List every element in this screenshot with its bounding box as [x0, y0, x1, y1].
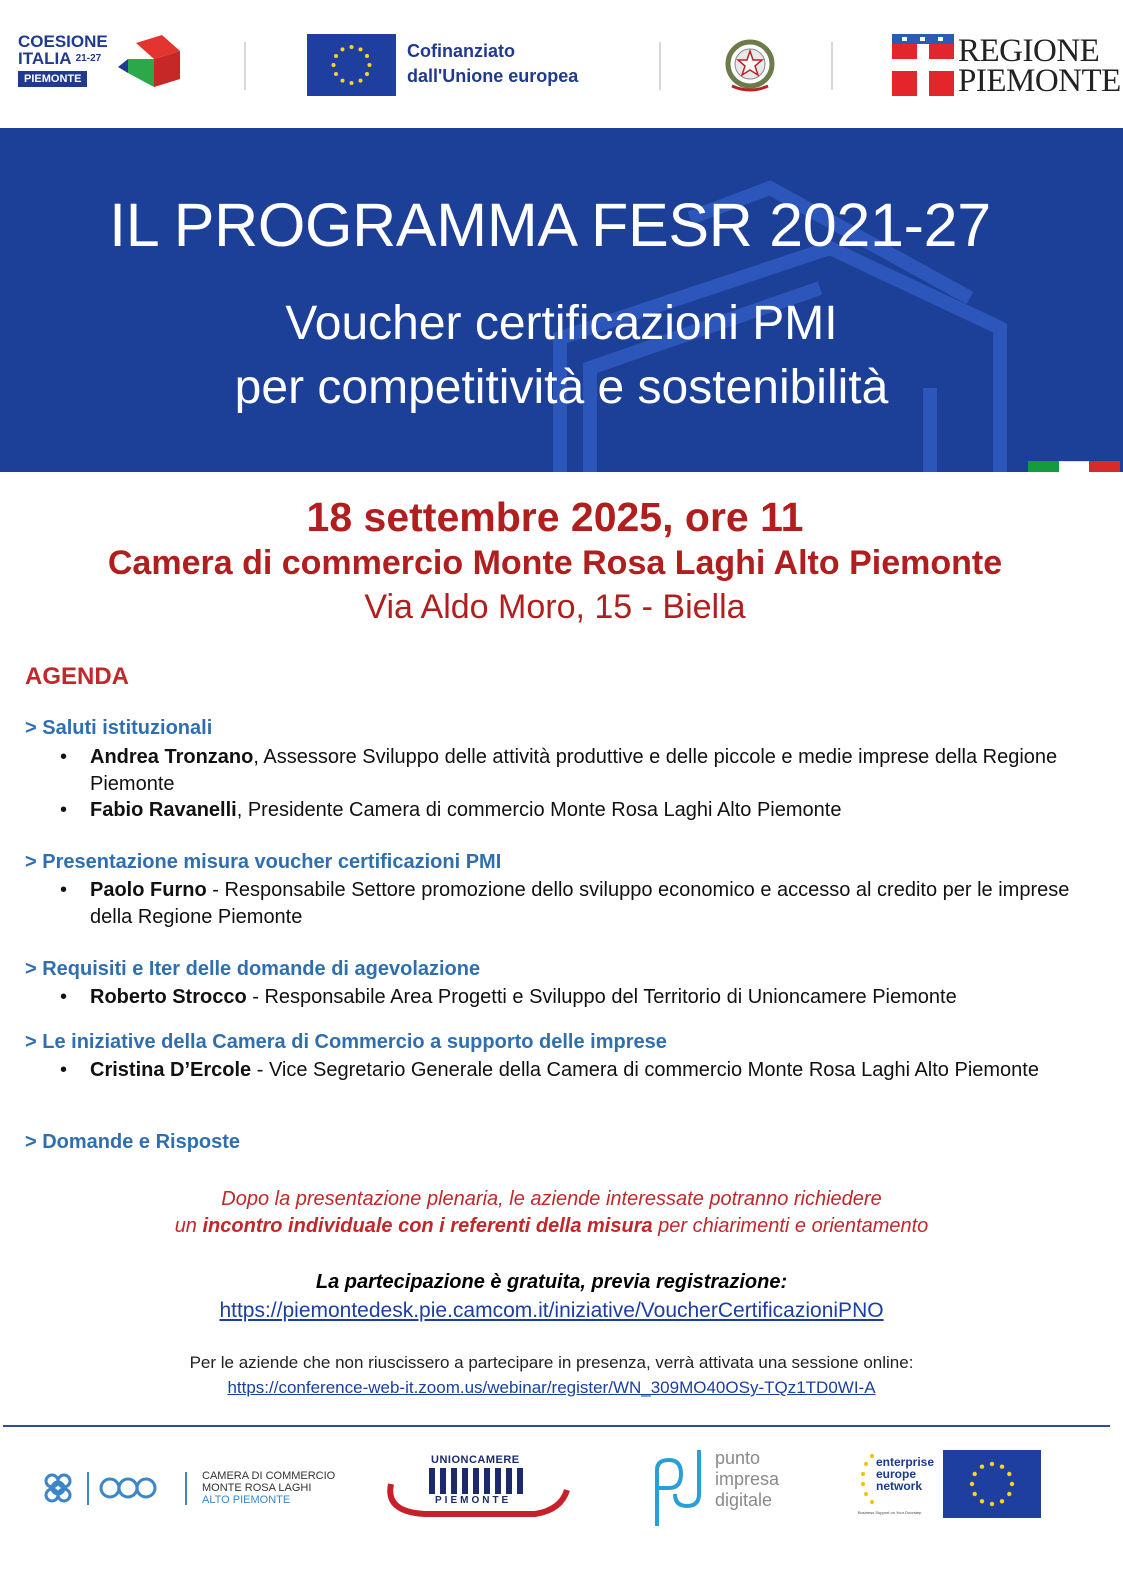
regione-piemonte-shield-icon: [892, 34, 954, 96]
eu-flag-footer-icon: [943, 1450, 1041, 1518]
unioncamere-bottom-label: PIEMONTE: [435, 1495, 512, 1506]
unioncamere-swoosh-icon: [385, 1476, 570, 1520]
individual-meeting-note: [0, 1186, 1103, 1240]
speaker-role: , Assessore Sviluppo delle attività produttive e delle piccole e medie imprese della Regione Piemonte: [90, 746, 1058, 795]
speaker-role: - Responsabile Area Progetti e Sviluppo del Territorio di Unioncamere Piemonte: [246, 986, 957, 1008]
flag-red: [1089, 461, 1120, 472]
bullet-icon: •: [60, 986, 68, 1008]
cofinanziato-line2: dall'Unione europea: [407, 66, 579, 86]
online-session-text: Per le aziende che non riuscissero a partecipare in presenza, verrà attivata una sessione online:: [189, 1353, 914, 1372]
pid-line3: digitale: [715, 1490, 773, 1510]
title-banner: [0, 128, 1123, 472]
agenda-speaker: [60, 984, 1100, 1011]
eu-flag-icon: [307, 34, 396, 96]
speaker-text: [90, 984, 1100, 1011]
speaker-name: Roberto Strocco: [90, 986, 247, 1008]
pid-symbol-icon: [651, 1448, 706, 1528]
camera-commercio-logo: [40, 1465, 340, 1515]
divider: [659, 42, 661, 90]
note-line2-pre: un: [174, 1215, 203, 1237]
banner-title: IL PROGRAMMA FESR 2021-27: [109, 191, 991, 259]
header-logos: [0, 0, 1123, 128]
agenda-section-title: > Presentazione misura voucher certificazioni PMI: [25, 851, 502, 873]
agenda-heading: AGENDA: [25, 663, 130, 690]
agenda-speaker: [60, 1057, 1080, 1084]
event-address: Via Aldo Moro, 15 - Biella: [364, 588, 746, 626]
regione-line2: PIEMONTE: [958, 63, 1121, 99]
regione-piemonte-text: [958, 33, 1121, 99]
unioncamere-logo: [385, 1450, 570, 1520]
speaker-name: Andrea Tronzano: [90, 746, 254, 768]
bullet-icon: •: [60, 746, 68, 768]
flag-green: [1028, 461, 1059, 472]
banner-subtitle: [0, 292, 1123, 420]
agenda-speaker: [60, 797, 1080, 824]
cofinanziato-text: [407, 39, 578, 89]
webinar-link[interactable]: https://conference-web-it.zoom.us/webinar/register/WN_309MO40OSy-TQz1TD0WI-A: [227, 1378, 876, 1397]
camera-line1: CAMERA DI COMMERCIO: [202, 1470, 336, 1482]
coesione-arrows-icon: [118, 33, 184, 95]
camera-knot-icon: [40, 1469, 190, 1509]
banner-subtitle-line2: per competitività e sostenibilità: [234, 361, 889, 414]
regione-line1: REGIONE: [958, 33, 1100, 69]
agenda-section-title: > Saluti istituzionali: [25, 717, 213, 739]
speaker-name: Fabio Ravanelli: [90, 799, 237, 821]
agenda-section-title: > Domande e Risposte: [25, 1131, 241, 1153]
camera-line2: MONTE ROSA LAGHI: [202, 1482, 312, 1494]
unioncamere-top-label: UNIONCAMERE: [431, 1454, 520, 1466]
piemonte-badge: PIEMONTE: [18, 71, 87, 87]
banner-subtitle-line1: Voucher certificazioni PMI: [285, 297, 838, 350]
note-line1: Dopo la presentazione plenaria, le aziende interessate potranno richiedere: [221, 1188, 882, 1210]
speaker-role: , Presidente Camera di commercio Monte Rosa Laghi Alto Piemonte: [236, 799, 842, 821]
een-stars-icon: [858, 1450, 878, 1510]
bullet-icon: •: [60, 1059, 68, 1081]
cofinanziato-line1: Cofinanziato: [407, 41, 515, 61]
pid-text: [715, 1448, 779, 1511]
italian-flag-strip: [1028, 461, 1120, 472]
agenda-section-title: > Le iniziative della Camera di Commercio a supporto delle imprese: [25, 1031, 667, 1053]
registration-text: La partecipazione è gratuita, previa registrazione:: [315, 1271, 788, 1293]
speaker-name: Paolo Furno: [90, 879, 207, 901]
een-tagline: Business Support on Your Doorstep: [858, 1510, 922, 1515]
speaker-text: [90, 797, 1080, 824]
agenda-section-title: > Requisiti e Iter delle domande di agevolazione: [25, 958, 481, 980]
een-text: [876, 1456, 934, 1492]
een-line3: network: [876, 1479, 923, 1493]
enterprise-europe-network-logo: [858, 1450, 938, 1520]
coesione-label: COESIONE: [18, 32, 108, 51]
een-line2: europe: [876, 1467, 917, 1481]
punto-impresa-digitale-logo: [651, 1448, 811, 1528]
pid-line2: impresa: [715, 1469, 780, 1489]
event-date: 18 settembre 2025, ore 11: [306, 494, 804, 540]
footer-divider: [3, 1425, 1110, 1427]
speaker-text: [90, 744, 1080, 798]
note-line2: [0, 1213, 1103, 1240]
speaker-text: [90, 877, 1080, 931]
speaker-role: - Vice Segretario Generale della Camera di commercio Monte Rosa Laghi Alto Piemonte: [251, 1059, 1039, 1081]
coesione-italia-logo: [18, 33, 183, 97]
note-line2-post: per chiarimenti e orientamento: [652, 1215, 929, 1237]
speaker-name: Cristina D’Ercole: [90, 1059, 252, 1081]
flag-white: [1059, 461, 1090, 472]
agenda-speaker: [60, 744, 1080, 798]
een-line1: enterprise: [876, 1455, 935, 1469]
registration-link[interactable]: https://piemontedesk.pie.camcom.it/iniziative/VoucherCertificazioniPNO: [219, 1299, 884, 1322]
pid-line1: punto: [715, 1448, 761, 1468]
speaker-role: - Responsabile Settore promozione dello sviluppo economico e accesso al credito per le imprese della Regione Piemonte: [90, 879, 1070, 928]
divider: [831, 42, 833, 90]
camera-commercio-text: [202, 1470, 335, 1506]
note-line2-bold: incontro individuale con i referenti della misura: [202, 1215, 653, 1237]
agenda-speaker: [60, 877, 1080, 931]
speaker-text: [90, 1057, 1080, 1084]
bullet-icon: •: [60, 879, 68, 901]
divider: [244, 42, 246, 90]
italia-label: ITALIA: [18, 49, 71, 68]
event-place: Camera di commercio Monte Rosa Laghi Alto Piemonte: [107, 544, 1003, 582]
italian-republic-emblem-icon: [722, 36, 778, 94]
camera-line3: ALTO PIEMONTE: [202, 1494, 291, 1506]
bullet-icon: •: [60, 799, 68, 821]
years-label: 21-27: [75, 53, 102, 64]
